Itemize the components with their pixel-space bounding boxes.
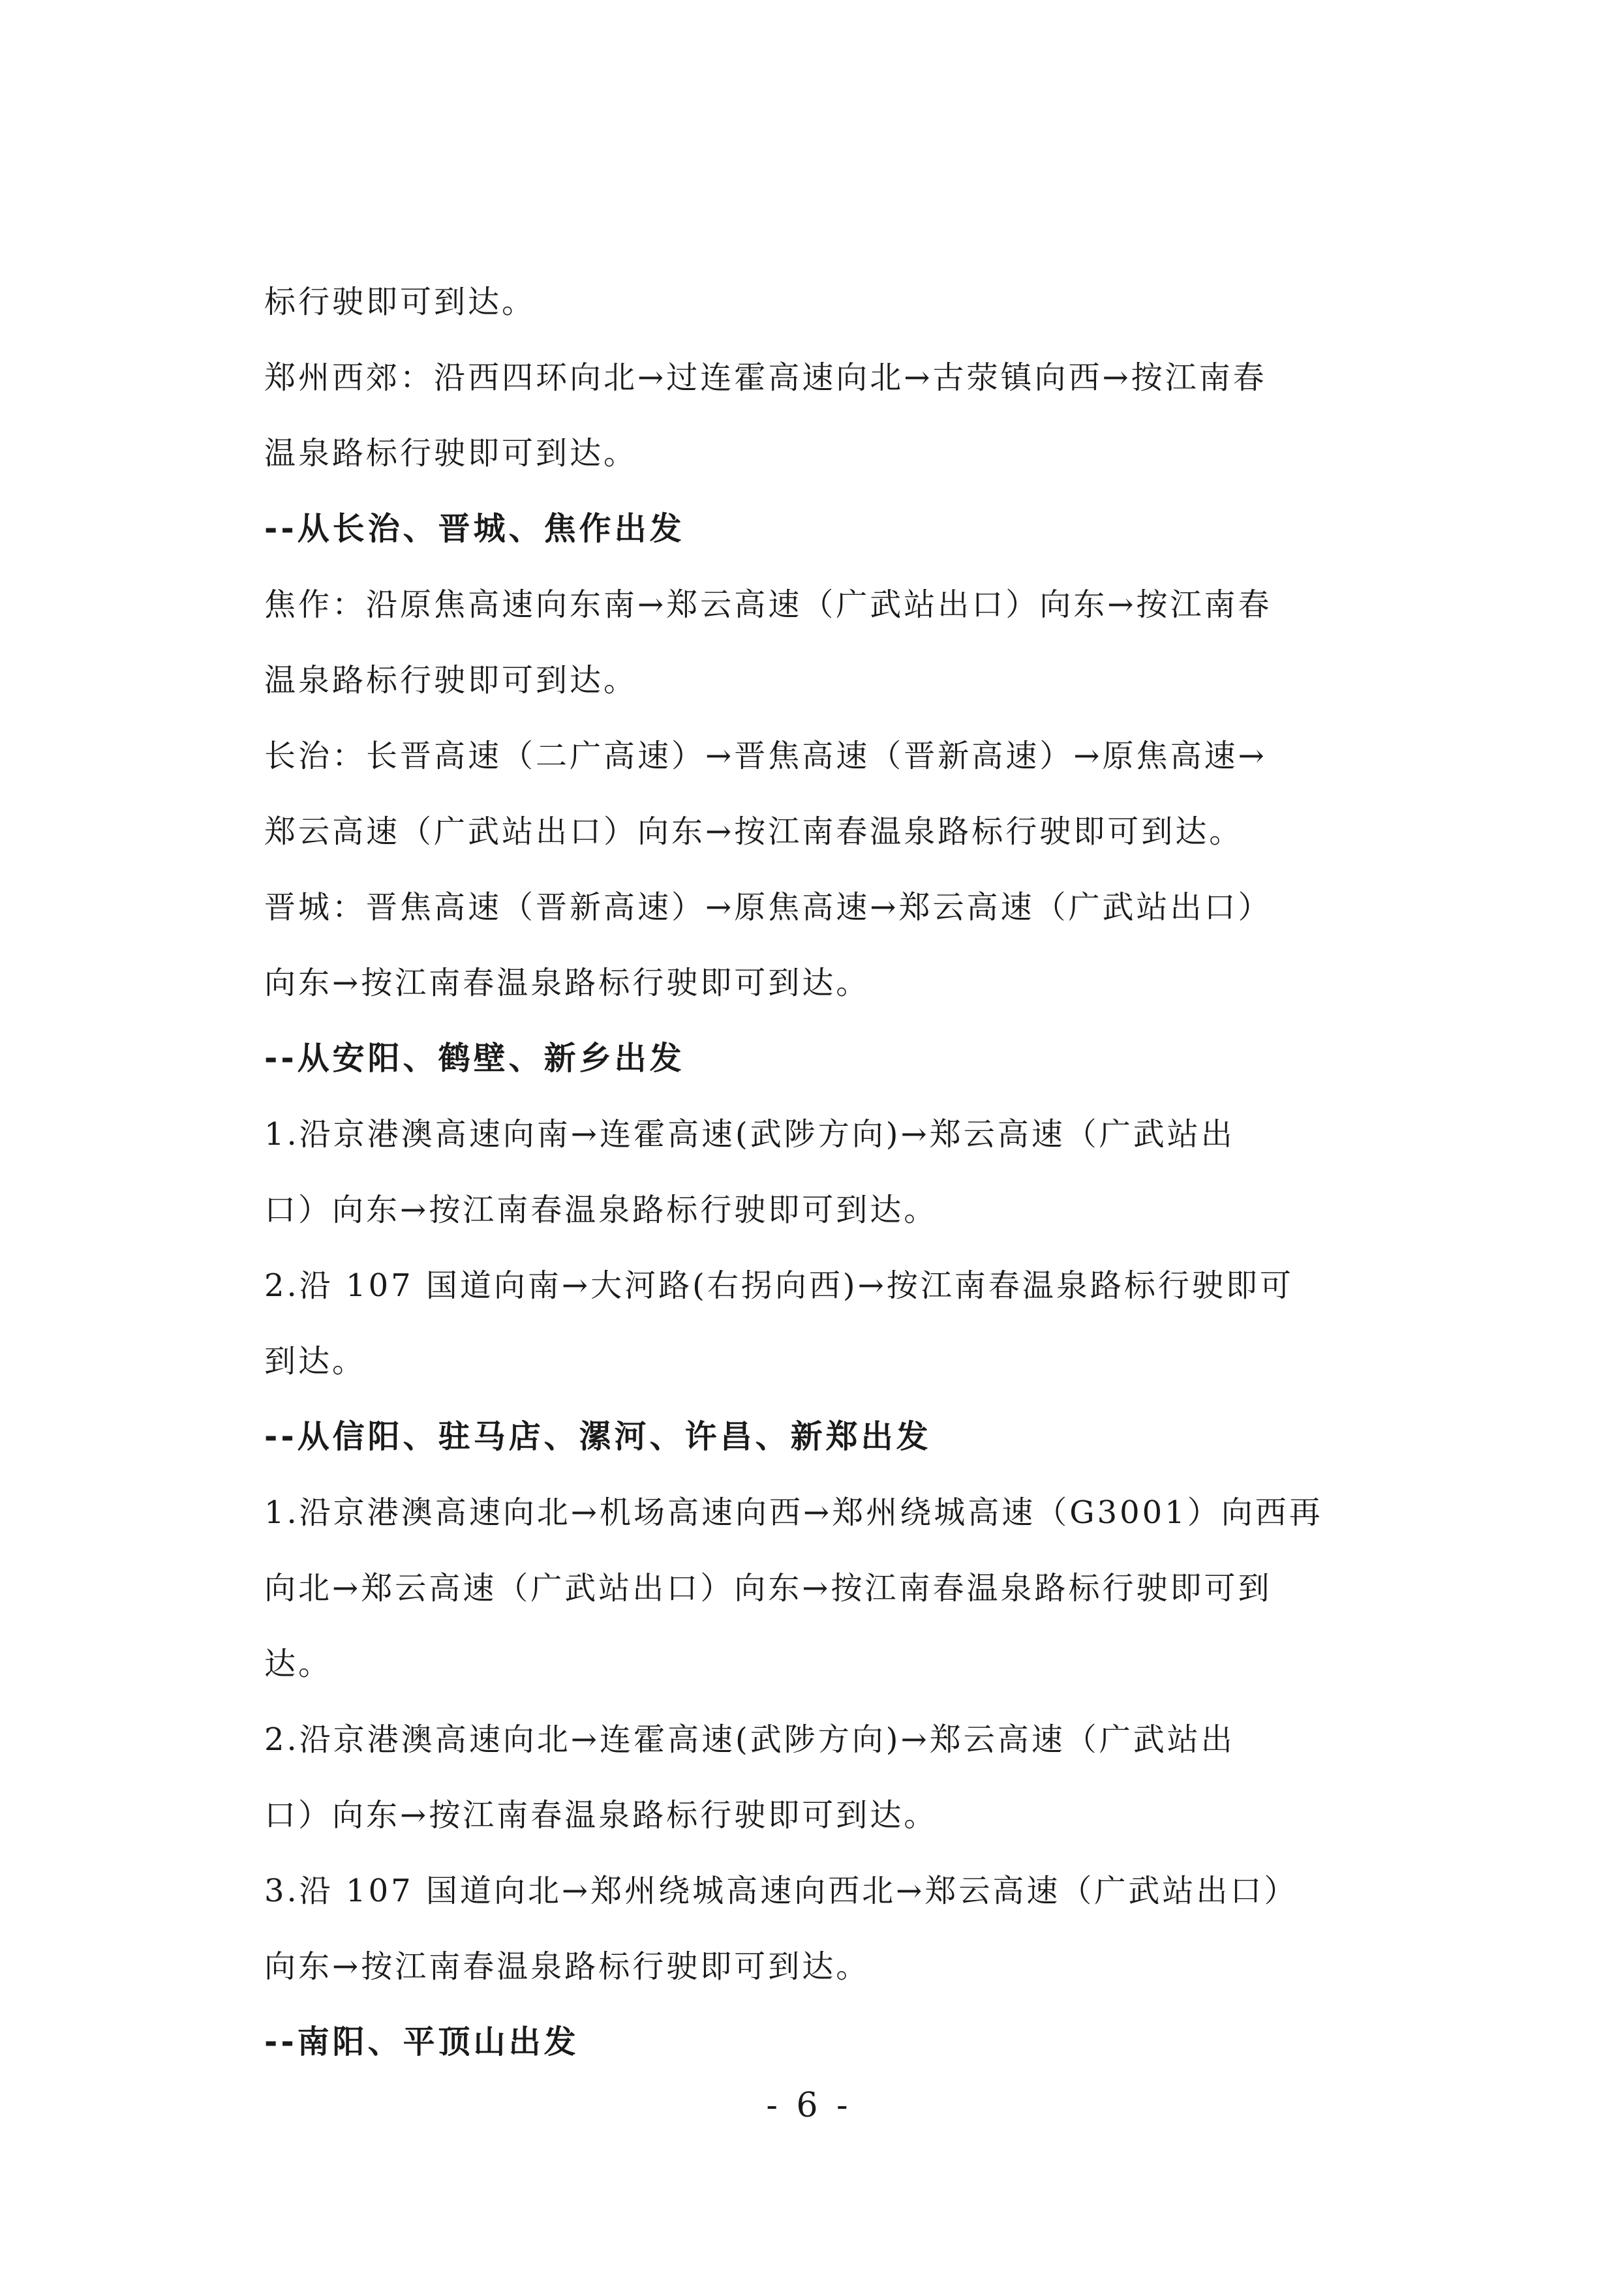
text-line: 向东→按江南春温泉路标行驶即可到达。 (264, 1948, 870, 1985)
text-line: 1.沿京港澳高速向南→连霍高速(武陟方向)→郑云高速（广武站出 (264, 1116, 1235, 1153)
page-number: - 6 - (766, 2086, 852, 2125)
text-line: 2.沿京港澳高速向北→连霍高速(武陟方向)→郑云高速（广武站出 (264, 1721, 1235, 1758)
text-line: 3.沿 107 国道向北→郑州绕城高速向西北→郑云高速（广武站出口） (264, 1873, 1298, 1909)
text-line: 长治：长晋高速（二广高速）→晋焦高速（晋新高速）→原焦高速→ (264, 738, 1267, 774)
text-line: 焦作：沿原焦高速向东南→郑云高速（广武站出口）向东→按江南春 (264, 586, 1272, 623)
text-line: 温泉路标行驶即可到达。 (264, 435, 638, 472)
text-line: 向北→郑云高速（广武站出口）向东→按江南春温泉路标行驶即可到 (264, 1570, 1272, 1607)
text-line: 1.沿京港澳高速向北→机场高速向西→郑州绕城高速（G3001）向西再 (264, 1494, 1323, 1531)
text-line: 向东→按江南春温泉路标行驶即可到达。 (264, 965, 870, 1001)
text-line: 2.沿 107 国道向南→大河路(右拐向西)→按江南春温泉路标行驶即可 (264, 1267, 1294, 1304)
document-body (264, 264, 1373, 2080)
text-line: 晋城：晋焦高速（晋新高速）→原焦高速→郑云高速（广武站出口） (264, 889, 1272, 926)
text-line: 口）向东→按江南春温泉路标行驶即可到达。 (264, 1192, 938, 1228)
text-line: 温泉路标行驶即可到达。 (264, 662, 638, 699)
text-line: 口）向东→按江南春温泉路标行驶即可到达。 (264, 1797, 938, 1834)
text-line: 达。 (264, 1646, 333, 1682)
section-heading: --从信阳、驻马店、漯河、许昌、新郑出发 (264, 1418, 932, 1455)
text-line: 郑云高速（广武站出口）向东→按江南春温泉路标行驶即可到达。 (264, 813, 1244, 850)
section-heading: --从安阳、鹤壁、新乡出发 (264, 1040, 685, 1077)
section-heading: --南阳、平顶山出发 (264, 2023, 579, 2061)
section-heading: --从长治、晋城、焦作出发 (264, 510, 685, 547)
text-line: 标行驶即可到达。 (264, 284, 536, 320)
text-line: 到达。 (264, 1343, 367, 1380)
text-line: 郑州西郊：沿西四环向北→过连霍高速向北→古荥镇向西→按江南春 (264, 359, 1267, 396)
